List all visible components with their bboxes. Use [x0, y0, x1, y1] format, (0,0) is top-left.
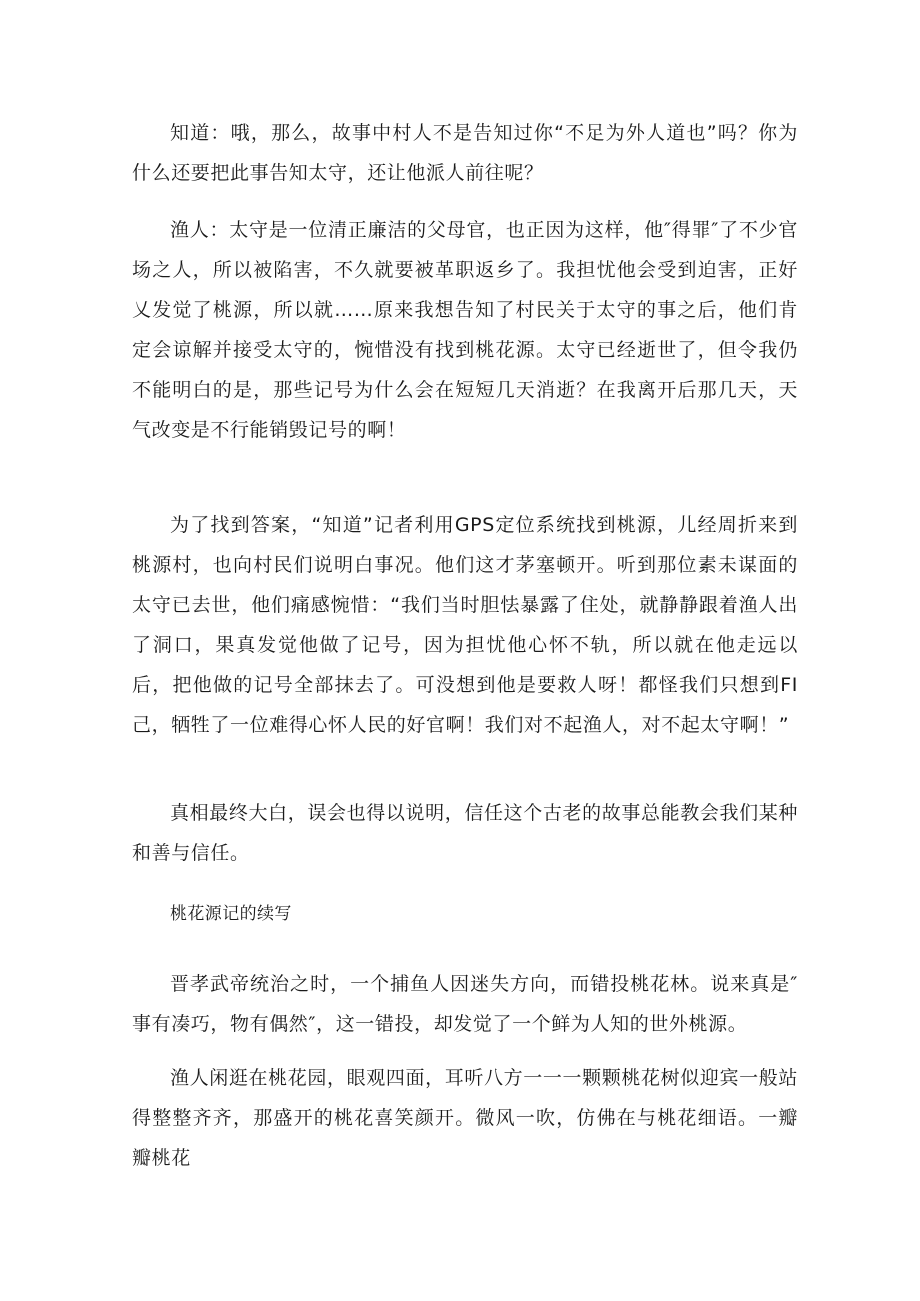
paragraph-zhidao-question: 知道：哦，那么，故事中村人不是告知过你“不足为外人道也”吗？你为什么还要把此事告知太守，还让他派人前往呢？ — [132, 122, 798, 184]
paragraph-continuation-intro: 晋孝武帝统治之时，一个捕鱼人因迷失方向，而错投桃花林。说来真是″事有凑巧，物有偶然″，这一错投，却发觉了一个鲜为人知的世外桃源。 — [132, 973, 798, 1035]
paragraph-fisherman-answer: 渔人：太守是一位清正廉洁的父母官，也正因为这样，他″得罪″了不少官场之人，所以被陷害，不久就要被革职返乡了。我担忧他会受到迫害，正好乂发觉了桃源，所以就……原来我想告知了村民关于太守的事之后，他们肯定会谅解并接受太守的，惋惜没有找到桃花源。太守已经逝世了，但令我仍不能明白的是，那些记号为什么会在短短几天消逝？在我离开后那几天，天气改变是不行能销毁记号的啊！ — [132, 219, 798, 441]
paragraph-conclusion: 真相最终大白，误会也得以说明，信任这个古老的故事总能教会我们某种和善与信任。 — [132, 802, 798, 864]
paragraph-reporter-investigation: 为了找到答案，“知道”记者利用GPS定位系统找到桃源，儿经周折来到桃源村，也向村民们说明白事况。他们这才茅塞顿开。听到那位素未谋面的太守已去世，他们痛感惋惜：“我们当时胆怯暴露了住处，就静静跟着渔人出了洞口，果真发觉他做了记号，因为担忧他心怀不轨，所以就在他走远以后，把他做的记号全部抹去了。可没想到他是要救人呀！都怪我们只想到FI己，牺牲了一位难得心怀人民的好官啊！我们对不起渔人，对不起太守啊！” — [132, 514, 798, 736]
paragraph-continuation-garden: 渔人闲逛在桃花园，眼观四面，耳听八方一一一颗颗桃花树似迎宾一般站得整整齐齐，那盛开的桃花喜笑颜开。微风一吹，仿佛在与桃花细语。一瓣瓣桃花 — [132, 1067, 798, 1169]
section-subtitle: 桃花源记的续写 — [170, 904, 292, 924]
